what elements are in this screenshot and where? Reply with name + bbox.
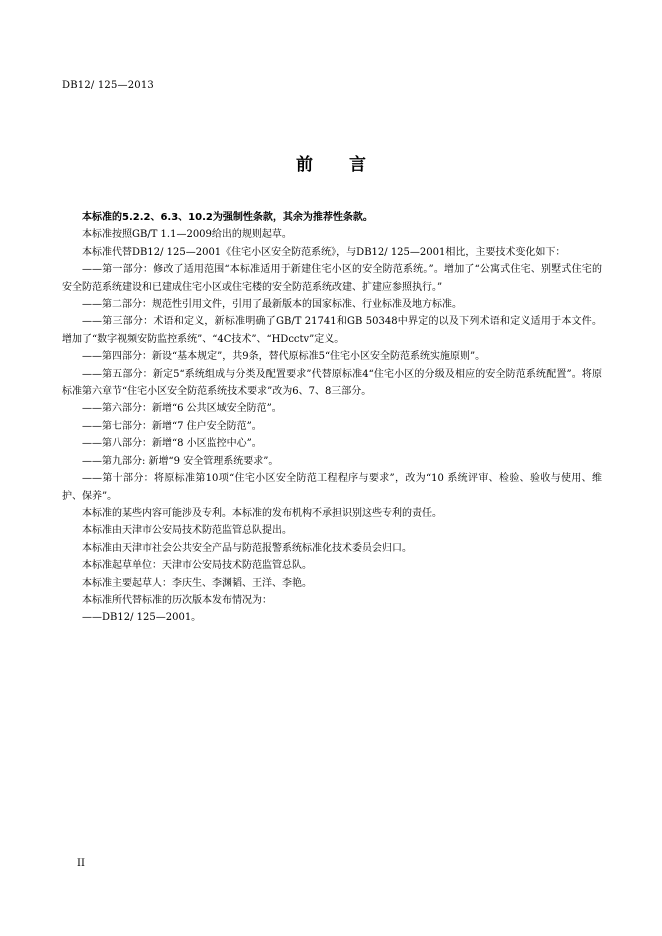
paragraph-history-item: ——DB12/ 125—2001。 <box>82 612 202 624</box>
paragraph-change-9: ——第九部分: 新增“9 安全管理系统要求”。 <box>82 455 279 467</box>
title-char-2: 言 <box>349 155 366 175</box>
document-code-header: DB12/ 125—2013 <box>62 80 154 91</box>
paragraph-change-7: ——第七部分：新增“7 住户安全防范”。 <box>82 420 262 432</box>
paragraph-drafting-unit: 本标准起草单位：天津市公安局技术防范监管总队。 <box>82 560 312 572</box>
paragraph-change-8: ——第八部分：新增“8 小区监控中心”。 <box>82 438 262 450</box>
paragraph-mandatory-clauses: 本标准的5.2.2、6.3、10.2为强制性条款，其余为推荐性条款。 <box>82 212 373 223</box>
paragraph-replaces: 本标准代替DB12/ 125—2001《住宅小区安全防范系统》，与DB12/ 125—2001相比，主要技术变化如下： <box>82 246 566 258</box>
paragraph-proposed-by: 本标准由天津市公安局技术防范监管总队提出。 <box>82 525 292 537</box>
paragraph-change-10: ——第十部分：将原标准第10项“住宅小区安全防范工程程序与要求”，改为“10 系统评审、检验、验收与使用、维护、保养”。 <box>62 473 602 502</box>
page-title <box>0 150 662 175</box>
paragraph-change-4: ——第四部分：新设“基本规定”，共9条，替代原标准5“住宅小区安全防范系统实施原则”。 <box>82 351 486 363</box>
page-number: II <box>77 858 85 869</box>
paragraph-drafting-rules: 本标准按照GB/T 1.1—2009给出的规则起草。 <box>82 229 292 241</box>
paragraph-history: 本标准所代替标准的历次版本发布情况为： <box>82 594 272 606</box>
paragraph-change-6: ——第六部分：新增“6 公共区域安全防范”。 <box>82 403 282 415</box>
paragraph-patents: 本标准的某些内容可能涉及专利。本标准的发布机构不承担识别这些专利的责任。 <box>82 507 442 519</box>
paragraph-change-2: ——第二部分：规范性引用文件，引用了最新版本的国家标准、行业标准及地方标准。 <box>82 299 462 311</box>
paragraph-change-5: ——第五部分：新定5“系统组成与分类及配置要求”代替原标准4“住宅小区的分级及相应的安全防范系统配置”。将原标准第六章节“住宅小区安全防范系统技术要求”改为6、7、8三部分。 <box>62 368 602 398</box>
foreword-body <box>62 209 602 627</box>
paragraph-drafters: 本标准主要起草人：李庆生、李渊韬、王洋、李艳。 <box>82 577 312 589</box>
paragraph-centralized-by: 本标准由天津市社会公共安全产品与防范报警系统标准化技术委员会归口。 <box>82 542 412 554</box>
paragraph-change-1: ——第一部分：修改了适用范围“本标准适用于新建住宅小区的安全防范系统。”。增加了“公寓式住宅、别墅式住宅的安全防范系统建设和已建成住宅小区或住宅楼的安全防范系统改建、扩建应参照执行。” <box>62 264 602 293</box>
paragraph-change-3: ——第三部分：术语和定义，新标准明确了GB/T 21741和GB 50348中界定的以及下列术语和定义适用于本文件。增加了“数字视频安防监控系统”、“4C技术”、“HDcctv”定义。 <box>62 316 602 345</box>
title-char-1: 前 <box>296 155 313 175</box>
